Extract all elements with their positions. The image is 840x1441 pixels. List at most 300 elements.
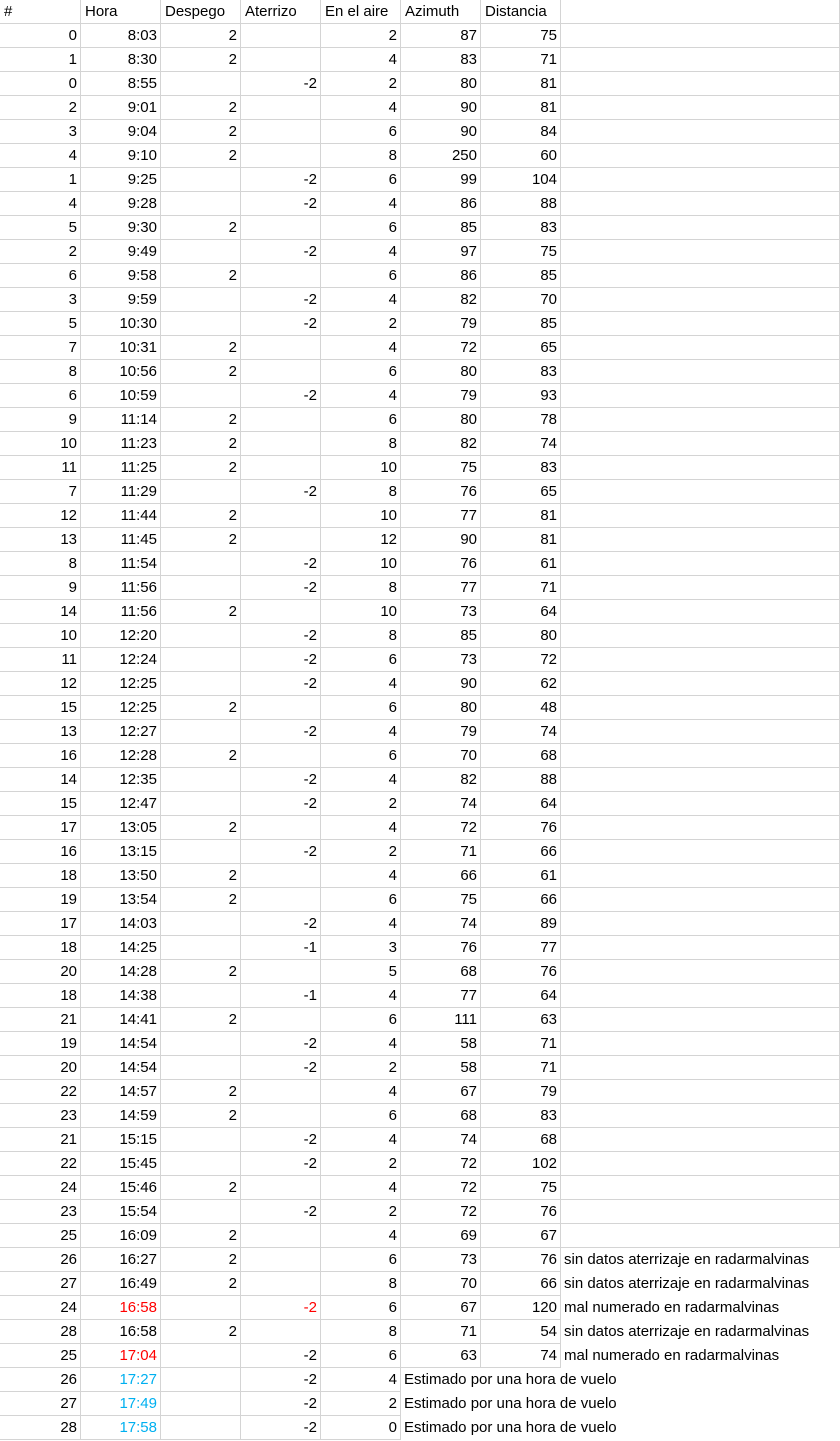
cell-hora[interactable]: 15:15 <box>81 1128 161 1152</box>
cell-en-el-aire[interactable]: 2 <box>321 840 401 864</box>
cell-azimuth[interactable]: 72 <box>401 816 481 840</box>
cell-despego[interactable] <box>161 480 241 504</box>
cell-azimuth[interactable]: 250 <box>401 144 481 168</box>
cell-note[interactable] <box>561 720 840 744</box>
cell-en-el-aire[interactable]: 6 <box>321 168 401 192</box>
cell-number[interactable]: 17 <box>0 816 81 840</box>
cell-en-el-aire[interactable]: 6 <box>321 696 401 720</box>
cell-en-el-aire[interactable]: 4 <box>321 1224 401 1248</box>
cell-hora[interactable]: 17:04 <box>81 1344 161 1368</box>
cell-en-el-aire[interactable]: 2 <box>321 1152 401 1176</box>
cell-aterrizo[interactable] <box>241 528 321 552</box>
cell-despego[interactable]: 2 <box>161 48 241 72</box>
cell-azimuth[interactable]: 75 <box>401 456 481 480</box>
cell-aterrizo[interactable] <box>241 216 321 240</box>
cell-aterrizo[interactable] <box>241 360 321 384</box>
cell-note[interactable] <box>561 1032 840 1056</box>
cell-note[interactable] <box>561 168 840 192</box>
cell-note[interactable] <box>561 960 840 984</box>
cell-hora[interactable]: 12:25 <box>81 672 161 696</box>
cell-en-el-aire[interactable]: 2 <box>321 792 401 816</box>
cell-number[interactable]: 11 <box>0 648 81 672</box>
cell-aterrizo[interactable]: -2 <box>241 384 321 408</box>
cell-distancia[interactable]: 77 <box>481 936 561 960</box>
cell-despego[interactable] <box>161 840 241 864</box>
cell-note[interactable] <box>561 1104 840 1128</box>
cell-hora[interactable]: 9:30 <box>81 216 161 240</box>
cell-number[interactable]: 10 <box>0 432 81 456</box>
cell-azimuth[interactable]: 67 <box>401 1296 481 1320</box>
cell-hora[interactable]: 16:27 <box>81 1248 161 1272</box>
cell-number[interactable]: 1 <box>0 168 81 192</box>
cell-note[interactable] <box>561 456 840 480</box>
cell-number[interactable]: 20 <box>0 960 81 984</box>
cell-en-el-aire[interactable]: 4 <box>321 48 401 72</box>
cell-hora[interactable]: 14:41 <box>81 1008 161 1032</box>
cell-hora[interactable]: 11:56 <box>81 576 161 600</box>
cell-azimuth[interactable]: 72 <box>401 1176 481 1200</box>
cell-distancia[interactable]: 71 <box>481 1032 561 1056</box>
cell-note[interactable] <box>561 24 840 48</box>
cell-en-el-aire[interactable]: 4 <box>321 1128 401 1152</box>
cell-distancia[interactable]: 85 <box>481 312 561 336</box>
cell-hora[interactable]: 17:49 <box>81 1392 161 1416</box>
cell-distancia[interactable]: 74 <box>481 1344 561 1368</box>
cell-aterrizo[interactable] <box>241 1248 321 1272</box>
cell-azimuth[interactable]: 70 <box>401 744 481 768</box>
cell-aterrizo[interactable]: -2 <box>241 240 321 264</box>
cell-hora[interactable]: 11:29 <box>81 480 161 504</box>
cell-distancia[interactable]: 63 <box>481 1008 561 1032</box>
cell-despego[interactable]: 2 <box>161 1320 241 1344</box>
cell-aterrizo[interactable] <box>241 960 321 984</box>
cell-number[interactable]: 25 <box>0 1224 81 1248</box>
cell-azimuth[interactable]: 73 <box>401 1248 481 1272</box>
cell-en-el-aire[interactable]: 8 <box>321 144 401 168</box>
cell-hora[interactable]: 14:59 <box>81 1104 161 1128</box>
cell-distancia[interactable]: 64 <box>481 792 561 816</box>
cell-hora[interactable]: 9:04 <box>81 120 161 144</box>
cell-azimuth[interactable]: 90 <box>401 528 481 552</box>
cell-distancia[interactable]: 72 <box>481 648 561 672</box>
cell-aterrizo[interactable] <box>241 120 321 144</box>
cell-note[interactable] <box>561 72 840 96</box>
cell-aterrizo[interactable] <box>241 744 321 768</box>
cell-aterrizo[interactable] <box>241 432 321 456</box>
cell-despego[interactable] <box>161 576 241 600</box>
cell-note[interactable] <box>561 264 840 288</box>
cell-en-el-aire[interactable]: 6 <box>321 888 401 912</box>
cell-number[interactable]: 27 <box>0 1272 81 1296</box>
cell-en-el-aire[interactable]: 4 <box>321 1176 401 1200</box>
cell-hora[interactable]: 14:28 <box>81 960 161 984</box>
cell-hora[interactable]: 11:25 <box>81 456 161 480</box>
header-cell-hora[interactable]: Hora <box>81 0 161 24</box>
cell-number[interactable]: 10 <box>0 624 81 648</box>
cell-note[interactable] <box>561 96 840 120</box>
cell-note[interactable] <box>561 192 840 216</box>
cell-azimuth[interactable]: 77 <box>401 576 481 600</box>
cell-aterrizo[interactable] <box>241 1080 321 1104</box>
cell-note[interactable]: sin datos aterrizaje en radarmalvinas <box>564 1275 810 1292</box>
cell-number[interactable]: 17 <box>0 912 81 936</box>
cell-en-el-aire[interactable]: 10 <box>321 456 401 480</box>
cell-despego[interactable]: 2 <box>161 744 241 768</box>
header-cell-en-el-aire[interactable]: En el aire <box>321 0 401 24</box>
cell-number[interactable]: 15 <box>0 792 81 816</box>
cell-azimuth[interactable]: 86 <box>401 192 481 216</box>
cell-distancia[interactable]: 71 <box>481 1056 561 1080</box>
cell-note[interactable] <box>561 1080 840 1104</box>
cell-en-el-aire[interactable]: 6 <box>321 408 401 432</box>
cell-azimuth[interactable]: 90 <box>401 672 481 696</box>
cell-en-el-aire[interactable]: 8 <box>321 1320 401 1344</box>
cell-distancia[interactable]: 75 <box>481 24 561 48</box>
cell-despego[interactable]: 2 <box>161 120 241 144</box>
cell-note[interactable]: mal numerado en radarmalvinas <box>564 1299 780 1316</box>
cell-distancia[interactable]: 75 <box>481 240 561 264</box>
cell-hora[interactable]: 13:05 <box>81 816 161 840</box>
cell-aterrizo[interactable] <box>241 1272 321 1296</box>
cell-azimuth[interactable]: 77 <box>401 984 481 1008</box>
cell-distancia[interactable]: 71 <box>481 48 561 72</box>
cell-number[interactable]: 19 <box>0 888 81 912</box>
cell-number[interactable]: 24 <box>0 1176 81 1200</box>
cell-number[interactable]: 26 <box>0 1248 81 1272</box>
cell-aterrizo[interactable]: -2 <box>241 1200 321 1224</box>
cell-distancia[interactable]: 80 <box>481 624 561 648</box>
cell-note[interactable] <box>561 432 840 456</box>
cell-number[interactable]: 21 <box>0 1008 81 1032</box>
cell-distancia[interactable]: 65 <box>481 336 561 360</box>
cell-aterrizo[interactable] <box>241 144 321 168</box>
cell-note[interactable] <box>561 696 840 720</box>
cell-distancia[interactable]: 60 <box>481 144 561 168</box>
cell-hora[interactable]: 12:27 <box>81 720 161 744</box>
cell-azimuth[interactable]: 80 <box>401 360 481 384</box>
cell-despego[interactable]: 2 <box>161 24 241 48</box>
cell-note[interactable] <box>561 1056 840 1080</box>
cell-aterrizo[interactable] <box>241 864 321 888</box>
cell-note[interactable] <box>561 816 840 840</box>
cell-en-el-aire[interactable]: 2 <box>321 24 401 48</box>
cell-note[interactable] <box>561 648 840 672</box>
cell-en-el-aire[interactable]: 10 <box>321 504 401 528</box>
cell-distancia[interactable]: 88 <box>481 768 561 792</box>
cell-azimuth[interactable]: 87 <box>401 24 481 48</box>
cell-aterrizo[interactable] <box>241 696 321 720</box>
cell-en-el-aire[interactable]: 6 <box>321 744 401 768</box>
cell-en-el-aire[interactable]: 2 <box>321 1200 401 1224</box>
cell-despego[interactable] <box>161 72 241 96</box>
cell-distancia[interactable]: 66 <box>481 840 561 864</box>
cell-distancia[interactable]: 76 <box>481 1200 561 1224</box>
cell-hora[interactable]: 12:24 <box>81 648 161 672</box>
cell-en-el-aire[interactable]: 6 <box>321 1296 401 1320</box>
cell-number[interactable]: 14 <box>0 600 81 624</box>
cell-note[interactable] <box>561 384 840 408</box>
cell-note[interactable] <box>561 840 840 864</box>
cell-distancia[interactable]: 89 <box>481 912 561 936</box>
cell-number[interactable]: 9 <box>0 576 81 600</box>
cell-azimuth[interactable]: 86 <box>401 264 481 288</box>
cell-en-el-aire[interactable]: 4 <box>321 912 401 936</box>
cell-aterrizo[interactable] <box>241 408 321 432</box>
cell-note[interactable] <box>561 120 840 144</box>
cell-azimuth[interactable]: 58 <box>401 1032 481 1056</box>
cell-despego[interactable] <box>161 648 241 672</box>
cell-despego[interactable] <box>161 288 241 312</box>
cell-azimuth[interactable]: 75 <box>401 888 481 912</box>
cell-distancia[interactable]: 65 <box>481 480 561 504</box>
cell-distancia[interactable]: 67 <box>481 1224 561 1248</box>
cell-hora[interactable]: 12:25 <box>81 696 161 720</box>
cell-aterrizo[interactable] <box>241 24 321 48</box>
cell-distancia[interactable]: 81 <box>481 72 561 96</box>
cell-despego[interactable] <box>161 1392 241 1416</box>
cell-azimuth[interactable]: 76 <box>401 936 481 960</box>
cell-number[interactable]: 6 <box>0 384 81 408</box>
cell-hora[interactable]: 13:50 <box>81 864 161 888</box>
cell-number[interactable]: 22 <box>0 1152 81 1176</box>
cell-hora[interactable]: 9:59 <box>81 288 161 312</box>
cell-azimuth[interactable]: 77 <box>401 504 481 528</box>
cell-despego[interactable]: 2 <box>161 96 241 120</box>
cell-number[interactable]: 15 <box>0 696 81 720</box>
cell-note[interactable] <box>561 792 840 816</box>
header-cell-azimuth[interactable]: Azimuth <box>401 0 481 24</box>
cell-distancia[interactable]: 62 <box>481 672 561 696</box>
cell-en-el-aire[interactable]: 6 <box>321 360 401 384</box>
cell-azimuth[interactable]: 67 <box>401 1080 481 1104</box>
cell-despego[interactable]: 2 <box>161 1248 241 1272</box>
cell-hora[interactable]: 13:15 <box>81 840 161 864</box>
cell-aterrizo[interactable]: -2 <box>241 1056 321 1080</box>
cell-number[interactable]: 18 <box>0 936 81 960</box>
cell-hora[interactable]: 12:20 <box>81 624 161 648</box>
cell-distancia[interactable]: 76 <box>481 1248 561 1272</box>
cell-distancia[interactable]: 81 <box>481 528 561 552</box>
cell-distancia[interactable]: 81 <box>481 504 561 528</box>
cell-note[interactable] <box>561 360 840 384</box>
cell-aterrizo[interactable] <box>241 504 321 528</box>
cell-note[interactable] <box>561 504 840 528</box>
cell-azimuth[interactable]: 71 <box>401 1320 481 1344</box>
cell-note[interactable] <box>561 1008 840 1032</box>
cell-hora[interactable]: 14:38 <box>81 984 161 1008</box>
cell-distancia[interactable]: 66 <box>481 1272 561 1296</box>
cell-number[interactable]: 4 <box>0 144 81 168</box>
cell-hora[interactable]: 9:01 <box>81 96 161 120</box>
cell-distancia[interactable]: 75 <box>481 1176 561 1200</box>
header-cell-despego[interactable]: Despego <box>161 0 241 24</box>
cell-distancia[interactable]: 78 <box>481 408 561 432</box>
cell-hora[interactable]: 17:58 <box>81 1416 161 1440</box>
cell-number[interactable]: 19 <box>0 1032 81 1056</box>
cell-note[interactable] <box>561 1128 840 1152</box>
cell-aterrizo[interactable]: -2 <box>241 720 321 744</box>
cell-distancia[interactable]: 68 <box>481 744 561 768</box>
header-cell-empty[interactable] <box>561 0 840 24</box>
cell-despego[interactable]: 2 <box>161 816 241 840</box>
cell-despego[interactable]: 2 <box>161 432 241 456</box>
cell-distancia[interactable]: 81 <box>481 96 561 120</box>
cell-azimuth[interactable]: 66 <box>401 864 481 888</box>
cell-aterrizo[interactable]: -2 <box>241 840 321 864</box>
cell-number[interactable]: 18 <box>0 984 81 1008</box>
cell-distancia[interactable]: 84 <box>481 120 561 144</box>
cell-distancia[interactable]: 61 <box>481 552 561 576</box>
cell-number[interactable]: 14 <box>0 768 81 792</box>
cell-despego[interactable] <box>161 672 241 696</box>
cell-number[interactable]: 22 <box>0 1080 81 1104</box>
cell-azimuth[interactable]: 58 <box>401 1056 481 1080</box>
cell-despego[interactable]: 2 <box>161 360 241 384</box>
cell-distancia[interactable]: 70 <box>481 288 561 312</box>
cell-en-el-aire[interactable]: 4 <box>321 816 401 840</box>
cell-aterrizo[interactable]: -2 <box>241 576 321 600</box>
cell-distancia[interactable]: 66 <box>481 888 561 912</box>
cell-note[interactable] <box>561 864 840 888</box>
cell-distancia[interactable]: 64 <box>481 984 561 1008</box>
cell-azimuth[interactable]: 90 <box>401 120 481 144</box>
cell-aterrizo[interactable]: -2 <box>241 1416 321 1440</box>
cell-en-el-aire[interactable]: 4 <box>321 336 401 360</box>
cell-despego[interactable]: 2 <box>161 1104 241 1128</box>
cell-azimuth[interactable]: 68 <box>401 1104 481 1128</box>
cell-number[interactable]: 5 <box>0 216 81 240</box>
cell-note[interactable] <box>561 480 840 504</box>
cell-aterrizo[interactable]: -2 <box>241 672 321 696</box>
cell-note[interactable] <box>561 408 840 432</box>
cell-en-el-aire[interactable]: 4 <box>321 1368 401 1392</box>
cell-azimuth[interactable]: 83 <box>401 48 481 72</box>
cell-aterrizo[interactable]: -2 <box>241 312 321 336</box>
cell-aterrizo[interactable] <box>241 888 321 912</box>
cell-aterrizo[interactable]: -2 <box>241 1152 321 1176</box>
cell-azimuth[interactable]: 69 <box>401 1224 481 1248</box>
cell-aterrizo[interactable]: -2 <box>241 624 321 648</box>
cell-azimuth[interactable]: 73 <box>401 648 481 672</box>
cell-distancia[interactable]: 74 <box>481 432 561 456</box>
cell-note[interactable] <box>561 984 840 1008</box>
cell-azimuth[interactable]: 63 <box>401 1344 481 1368</box>
cell-despego[interactable]: 2 <box>161 264 241 288</box>
cell-azimuth[interactable]: 82 <box>401 768 481 792</box>
cell-distancia[interactable]: 88 <box>481 192 561 216</box>
cell-en-el-aire[interactable]: 8 <box>321 1272 401 1296</box>
cell-note[interactable] <box>561 1224 840 1248</box>
cell-despego[interactable] <box>161 1128 241 1152</box>
cell-en-el-aire[interactable]: 6 <box>321 264 401 288</box>
cell-aterrizo[interactable] <box>241 264 321 288</box>
cell-note[interactable] <box>561 768 840 792</box>
cell-number[interactable]: 28 <box>0 1416 81 1440</box>
cell-despego[interactable]: 2 <box>161 144 241 168</box>
cell-en-el-aire[interactable]: 2 <box>321 1392 401 1416</box>
cell-aterrizo[interactable]: -2 <box>241 1368 321 1392</box>
cell-distancia[interactable]: 64 <box>481 600 561 624</box>
cell-aterrizo[interactable]: -2 <box>241 1128 321 1152</box>
cell-number[interactable]: 12 <box>0 672 81 696</box>
cell-number[interactable]: 13 <box>0 528 81 552</box>
cell-note[interactable]: Estimado por una hora de vuelo <box>404 1395 617 1412</box>
cell-number[interactable]: 0 <box>0 72 81 96</box>
cell-distancia[interactable]: 83 <box>481 456 561 480</box>
cell-hora[interactable]: 11:54 <box>81 552 161 576</box>
cell-en-el-aire[interactable]: 4 <box>321 1032 401 1056</box>
cell-distancia[interactable]: 61 <box>481 864 561 888</box>
cell-en-el-aire[interactable]: 4 <box>321 864 401 888</box>
cell-hora[interactable]: 15:46 <box>81 1176 161 1200</box>
cell-hora[interactable]: 14:54 <box>81 1056 161 1080</box>
cell-azimuth[interactable]: 85 <box>401 216 481 240</box>
cell-despego[interactable] <box>161 1152 241 1176</box>
cell-en-el-aire[interactable]: 4 <box>321 720 401 744</box>
cell-distancia[interactable]: 102 <box>481 1152 561 1176</box>
cell-note[interactable]: sin datos aterrizaje en radarmalvinas <box>564 1323 810 1340</box>
cell-aterrizo[interactable]: -2 <box>241 792 321 816</box>
header-cell-number[interactable]: # <box>0 0 81 24</box>
cell-aterrizo[interactable]: -2 <box>241 1296 321 1320</box>
cell-distancia[interactable]: 83 <box>481 360 561 384</box>
cell-note[interactable] <box>561 600 840 624</box>
cell-despego[interactable] <box>161 984 241 1008</box>
cell-distancia[interactable]: 83 <box>481 216 561 240</box>
cell-note[interactable] <box>561 1176 840 1200</box>
cell-despego[interactable] <box>161 792 241 816</box>
cell-number[interactable]: 20 <box>0 1056 81 1080</box>
cell-en-el-aire[interactable]: 8 <box>321 624 401 648</box>
cell-note[interactable] <box>561 1152 840 1176</box>
cell-hora[interactable]: 9:10 <box>81 144 161 168</box>
cell-en-el-aire[interactable]: 4 <box>321 672 401 696</box>
cell-hora[interactable]: 14:54 <box>81 1032 161 1056</box>
cell-aterrizo[interactable]: -2 <box>241 1392 321 1416</box>
cell-note[interactable]: Estimado por una hora de vuelo <box>404 1419 617 1436</box>
cell-aterrizo[interactable]: -2 <box>241 480 321 504</box>
cell-despego[interactable] <box>161 1296 241 1320</box>
cell-distancia[interactable]: 48 <box>481 696 561 720</box>
cell-en-el-aire[interactable]: 6 <box>321 120 401 144</box>
cell-aterrizo[interactable] <box>241 96 321 120</box>
cell-azimuth[interactable]: 72 <box>401 1200 481 1224</box>
cell-aterrizo[interactable]: -1 <box>241 984 321 1008</box>
cell-en-el-aire[interactable]: 8 <box>321 576 401 600</box>
cell-hora[interactable]: 10:30 <box>81 312 161 336</box>
cell-number[interactable]: 24 <box>0 1296 81 1320</box>
cell-despego[interactable]: 2 <box>161 696 241 720</box>
cell-despego[interactable]: 2 <box>161 1008 241 1032</box>
cell-despego[interactable] <box>161 552 241 576</box>
header-cell-distancia[interactable]: Distancia <box>481 0 561 24</box>
cell-number[interactable]: 23 <box>0 1104 81 1128</box>
cell-number[interactable]: 16 <box>0 744 81 768</box>
cell-number[interactable]: 4 <box>0 192 81 216</box>
cell-hora[interactable]: 14:57 <box>81 1080 161 1104</box>
cell-aterrizo[interactable]: -2 <box>241 552 321 576</box>
cell-en-el-aire[interactable]: 4 <box>321 984 401 1008</box>
cell-number[interactable]: 8 <box>0 552 81 576</box>
cell-number[interactable]: 23 <box>0 1200 81 1224</box>
cell-en-el-aire[interactable]: 4 <box>321 1080 401 1104</box>
cell-azimuth[interactable]: 70 <box>401 1272 481 1296</box>
cell-aterrizo[interactable]: -2 <box>241 168 321 192</box>
cell-note[interactable] <box>561 528 840 552</box>
cell-aterrizo[interactable] <box>241 1320 321 1344</box>
cell-azimuth[interactable]: 80 <box>401 72 481 96</box>
cell-aterrizo[interactable]: -2 <box>241 912 321 936</box>
